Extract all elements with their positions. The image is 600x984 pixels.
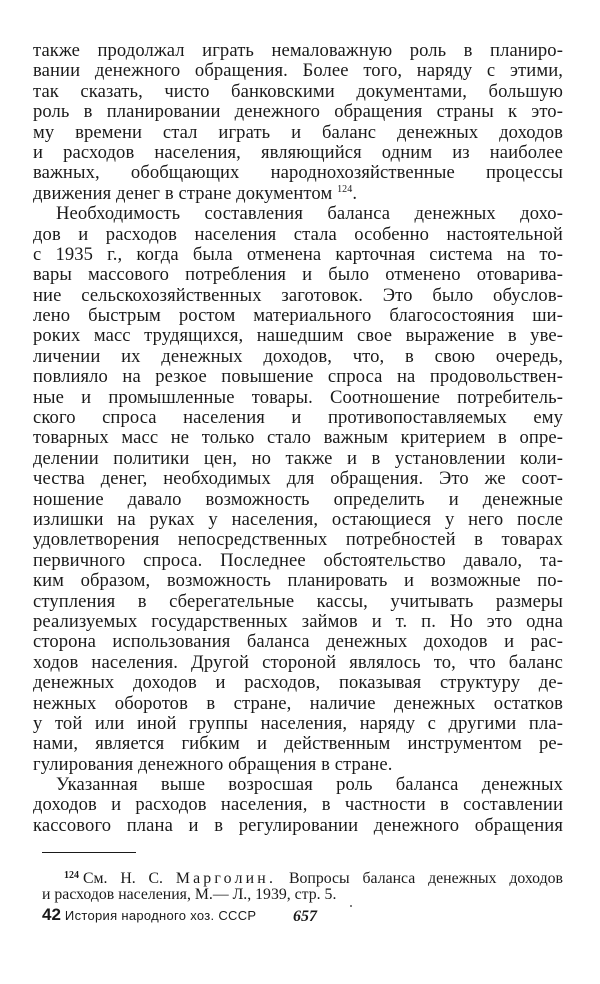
text-line: сторона использования баланса денежных доходов и рас- [33, 631, 563, 653]
text-line: делении политики цен, но также и в установлении коли- [33, 447, 563, 469]
signature-title: История народного хоз. СССР [64, 908, 257, 923]
paragraph-3 [33, 775, 563, 836]
text-line: у той или иной группы населения, наряду с другими пла- [33, 712, 563, 734]
text-line [33, 184, 563, 204]
text-line: нами, является гибким и действенным инструментом ре- [33, 733, 563, 755]
text-line: Указанная выше возросшая роль баланса денежных [56, 774, 563, 796]
text-line: ким образом, возможность планировать и возможные по- [33, 570, 563, 592]
text-line: и расходов населения, являющийся одним из наиболее [33, 141, 563, 163]
text-line: реализуемых государственных займов и т. п. Но это одна [33, 610, 563, 632]
text-line: вании денежного обращения. Более того, наряду с этими, [33, 60, 563, 82]
footnote-reference[interactable]: 124 [337, 183, 353, 195]
text-line: лено быстрым ростом материального благосостояния ши- [33, 305, 563, 327]
text-line: важных, обобщающих народнохозяйственные процессы [33, 162, 563, 184]
text-line: роль в планировании денежного обращения страны к это- [33, 101, 563, 123]
text-line: чества денег, необходимых для обращения. Это же соот- [33, 468, 563, 490]
text-line: Необходимость составления баланса денежных дохо- [56, 203, 563, 225]
text-line: кассового плана и в регулировании денежного обращения [33, 814, 563, 836]
text-line: ского спроса населения и противопоставляемых ему [33, 407, 563, 429]
text-line: денежных доходов и расходов, показывая структуру де- [33, 672, 563, 694]
text-line: повлияло на резкое повышение спроса на продовольствен- [33, 366, 563, 388]
text-line: вары массового потребления и было отменено отоварива- [33, 264, 563, 286]
footnote-author: Марголин. [175, 870, 277, 887]
text-line: так сказать, чисто банковскими документами, большую [33, 80, 563, 102]
footnote [42, 866, 563, 904]
text-line: первичного спроса. Последнее обстоятельство давало, та- [33, 549, 563, 571]
scan-speck [350, 905, 352, 907]
footnote-line [42, 866, 563, 885]
period: . [352, 182, 358, 204]
text-line: му времени стал играть и баланс денежных доходов [33, 121, 563, 143]
footnote-separator [42, 852, 136, 853]
footnote-prefix: См. Н. С. [83, 870, 163, 887]
text-line: с 1935 г., когда была отменена карточная система на то- [33, 243, 563, 265]
page-number: 657 [293, 908, 317, 925]
text-line: товарных масс не только стало важным критерием в опре- [33, 427, 563, 449]
paragraph-1 [33, 41, 563, 204]
signature-number: 42 [42, 905, 61, 924]
text-line: роких масс трудящихся, нашедшим свое выражение в уве- [33, 325, 563, 347]
text-line: дов и расходов населения стала особенно настоятельной [33, 223, 563, 245]
text-line: ные и промышленные товары. Соотношение потребитель- [33, 386, 563, 408]
text-line: нежных оборотов в стране, наличие денежных остатков [33, 692, 563, 714]
footnote-line: и расходов населения, М.— Л., 1939, стр. 5. [42, 886, 337, 903]
text-line: ходов населения. Другой стороной являлось то, что баланс [33, 651, 563, 673]
text-line: ступления в сберегательные кассы, учитывать размеры [33, 590, 563, 612]
text-line: излишки на руках у населения, остающиеся у него после [33, 508, 563, 530]
footnote-number: 124 [64, 870, 79, 881]
text-line: личении их денежных доходов, что, в свою очередь, [33, 345, 563, 367]
text-line: удовлетворения непосредственных потребностей в товарах [33, 529, 563, 551]
text-line: гулирования денежного обращения в стране. [33, 753, 393, 775]
text-line: также продолжал играть немаловажную роль в планиро- [33, 40, 563, 61]
footnote-title: Вопросы баланса денежных доходов [288, 870, 564, 887]
paragraph-2 [33, 204, 563, 775]
line-text: движения денег в стране документом [33, 182, 333, 204]
body-text [33, 41, 563, 836]
text-line: ние сельскохозяйственных заготовок. Это было обуслов- [33, 284, 563, 306]
text-line: ношение давало возможность определить и денежные [33, 488, 563, 510]
text-line: доходов и расходов населения, в частности в составлении [33, 794, 563, 816]
